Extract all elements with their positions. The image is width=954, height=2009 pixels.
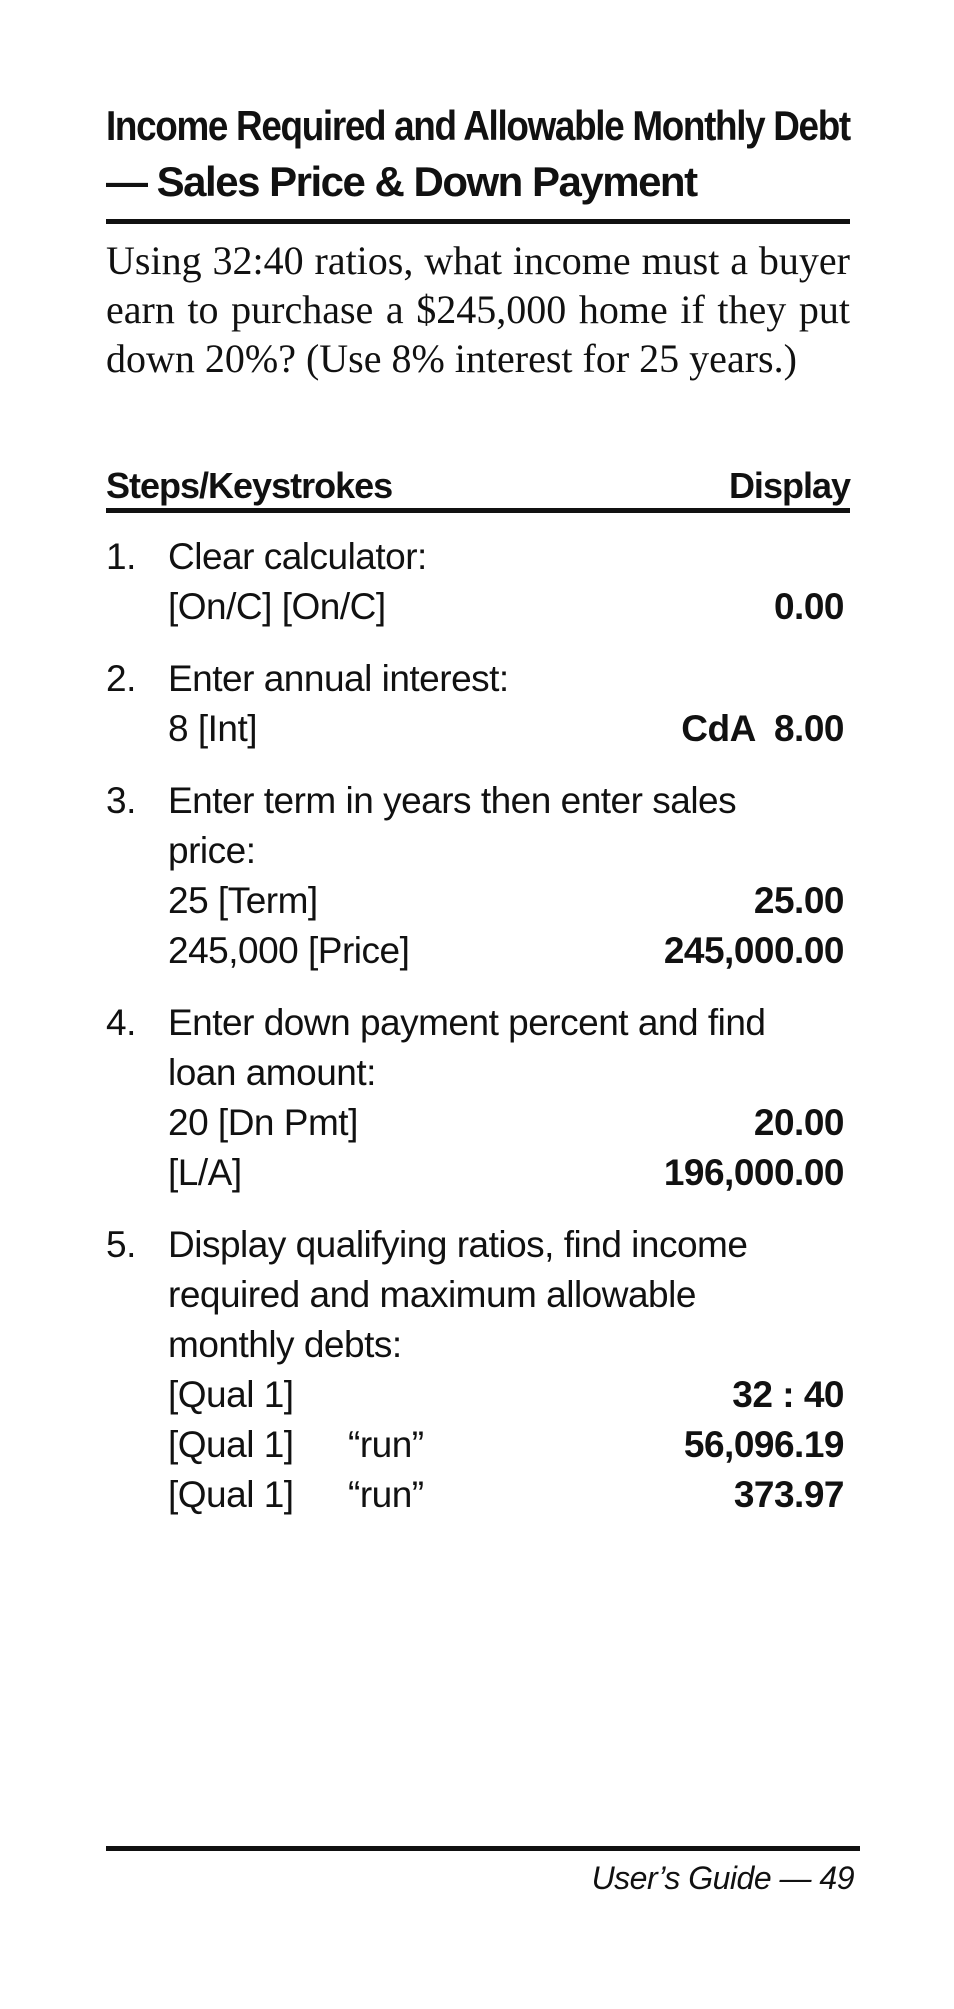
display-value: 0.00 [773,586,844,627]
step-body [168,532,850,632]
step-item [106,1220,850,1520]
footer-rule [106,1846,860,1851]
display-value: 245,000.00 [663,930,844,971]
step-instruction: Enter annual interest: [168,658,509,699]
step-item [106,998,850,1198]
keystroke: 25 [Term] [168,880,318,921]
keystroke-row [168,926,850,976]
step-number: 5. [106,1224,136,1265]
keystroke: [On/C] [On/C] [168,586,386,627]
step-body [168,1220,850,1520]
keystroke-note: “run” [348,1474,424,1515]
step-number: 1. [106,536,136,577]
step-instruction: Display qualifying ratios, find income [168,1224,748,1265]
display-column-header: Display [728,465,850,506]
keystroke: [Qual 1] [168,1474,294,1515]
keystroke: 245,000 [Price] [168,930,410,971]
display-value: 196,000.00 [663,1152,844,1193]
page-title-line-1: Income Required and Allowable Monthly Debt [106,102,850,149]
header-rule [106,508,850,513]
display-value: 20.00 [753,1102,844,1143]
keystroke: 8 [Int] [168,708,258,749]
step-instruction: monthly debts: [168,1324,402,1365]
step-instruction: Enter down payment percent and find [168,1002,766,1043]
manual-page [106,0,854,2009]
step-item [106,776,850,976]
step-instruction: required and maximum allowable [168,1274,696,1315]
keystroke: [Qual 1] [168,1424,294,1465]
steps-column-header: Steps/Keystrokes [106,465,393,506]
step-number: 2. [106,658,136,699]
keystroke-row [168,704,850,754]
step-body [168,776,850,976]
display-value: 25.00 [753,880,844,921]
step-instruction: Enter term in years then enter sales [168,780,737,821]
steps-list [106,532,850,1542]
display-value: CdA 8.00 [681,708,844,749]
keystroke-row [168,1098,850,1148]
page-footer: User’s Guide — 49 [591,1860,854,1896]
keystroke-row [168,1420,850,1470]
keystroke-row [168,1370,850,1420]
keystroke: [L/A] [168,1152,242,1193]
step-instruction: loan amount: [168,1052,376,1093]
keystroke-row [168,1470,850,1520]
problem-statement: Using 32:40 ratios, what income must a buyer earn to purchase a $245,000 home if they put down 20%? (Use 8% interest for 25 years.) [106,238,850,381]
display-value: 56,096.19 [683,1424,844,1465]
keystroke-row [168,582,850,632]
step-item [106,532,850,632]
step-body [168,998,850,1198]
keystroke: 20 [Dn Pmt] [168,1102,358,1143]
step-number: 3. [106,780,136,821]
display-value: 32 : 40 [732,1374,844,1415]
step-body [168,654,850,754]
step-item [106,654,850,754]
step-instruction: Clear calculator: [168,536,427,577]
keystroke-row [168,1148,850,1198]
step-instruction: price: [168,830,256,871]
steps-table-header [106,462,850,510]
display-value: 373.97 [733,1474,844,1515]
page-title [106,98,850,210]
page-title-line-2: — Sales Price & Down Payment [106,158,697,205]
step-number: 4. [106,1002,136,1043]
title-rule [106,219,850,224]
keystroke-note: “run” [348,1424,424,1465]
keystroke-row [168,876,850,926]
keystroke: [Qual 1] [168,1374,294,1415]
